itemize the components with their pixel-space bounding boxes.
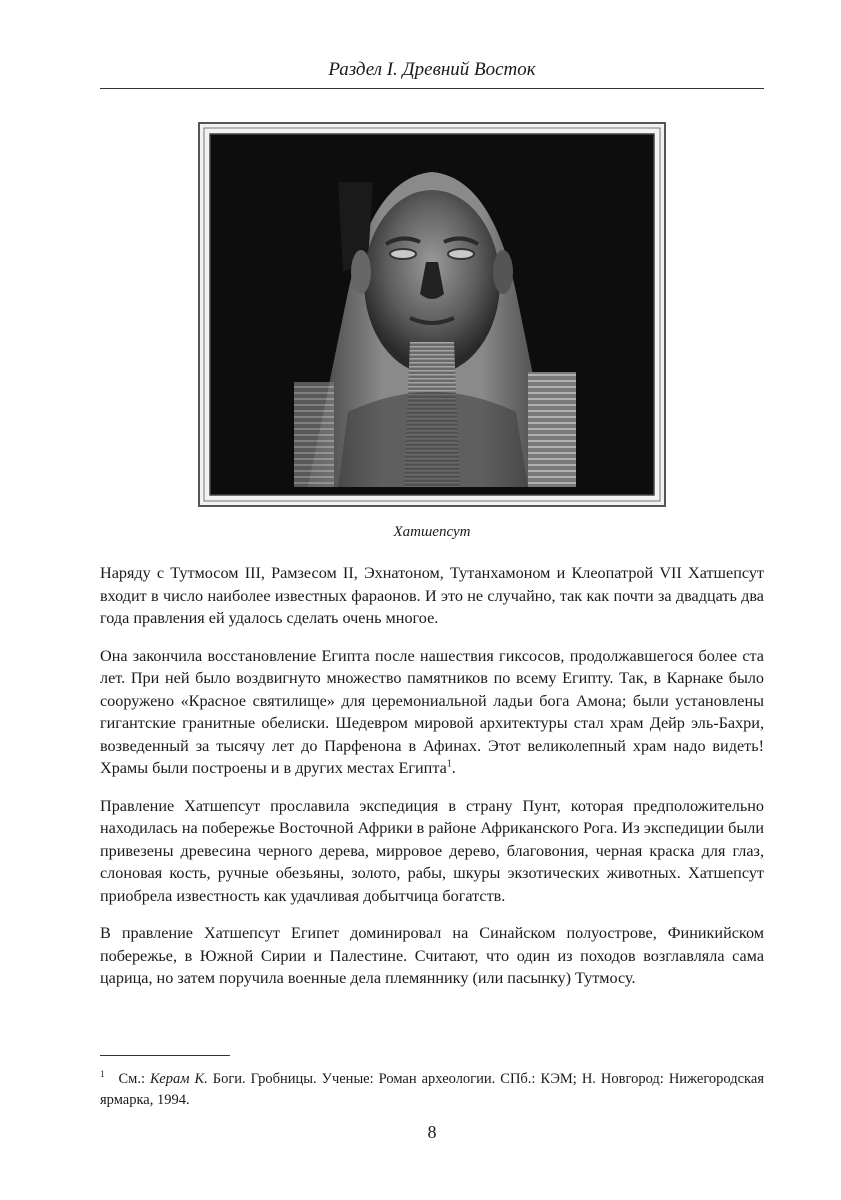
footnote-author: Керам К. (150, 1070, 208, 1087)
paragraph-2: Она закончила восстановление Египта после нашествия гиксосов, продолжавшегося более ста лет. При ней было воздвигнуто множество памятников по всему Египту. Так, в Карнаке было сооружено «Красное святилище» для церемониальной ладьи бога Амона; были установлены гигантские гранитные обелиски. Шедевром мировой архитектуры стал храм Дейр эль-Бахри, возведенный за тысячу лет до Парфенона в Афинах. Этот великолепный храм надо видеть! Храмы были построены и в других местах Египта$^1$. (100, 646, 764, 777)
paragraph-3: Правление Хатшепсут прославила экспедиция в страну Пунт, которая предположительно находилась на побережье Восточной Африки в районе Африканского Рога. Из экспедиции были привезены древесина черного дерева, мирровое дерево, благовония, черная краска для глаз, слоновая кость, ручные обезьяны, золото, рабы, шкуры экзотических животных. Хатшепсут приобрела известность как удачливая добытчица богатств. (100, 796, 764, 905)
footnote-mark: 1 (100, 1069, 105, 1079)
footnote: $^1$ См.: Керам К. Боги. Гробницы. Ученые: Роман археологии. СПб.: КЭМ; Н. Новгород: Нижегородская ярмарка, 1994. (100, 1069, 764, 1108)
paragraph-1: Наряду с Тутмосом III, Рамзесом II, Эхнатоном, Тутанхамоном и Клеопатрой VII Хатшепсут входит в число наиболее известных фараонов. И это не случайно, так как почти за двадцать два года правления ей удалось сделать очень многое. (100, 564, 764, 627)
header-rule (100, 88, 764, 89)
running-header: Раздел I. Древний Восток (328, 59, 536, 80)
hatshepsut-photo (198, 122, 666, 507)
footnote-ref[interactable]: 1 (446, 758, 452, 770)
figure-caption: Хатшепсут (393, 524, 471, 540)
body-text (100, 562, 764, 1005)
footnote-rule (100, 1055, 230, 1056)
paragraph-4: В правление Хатшепсут Египет доминировал на Синайском полуострове, Финикийском побережье, в Южной Сирии и Палестине. Считают, что один из походов возглавляла сама царица, но затем поручила военные дела племяннику (или пасынку) Тутмосу. (100, 924, 764, 987)
page-number: 8 (427, 1122, 437, 1142)
